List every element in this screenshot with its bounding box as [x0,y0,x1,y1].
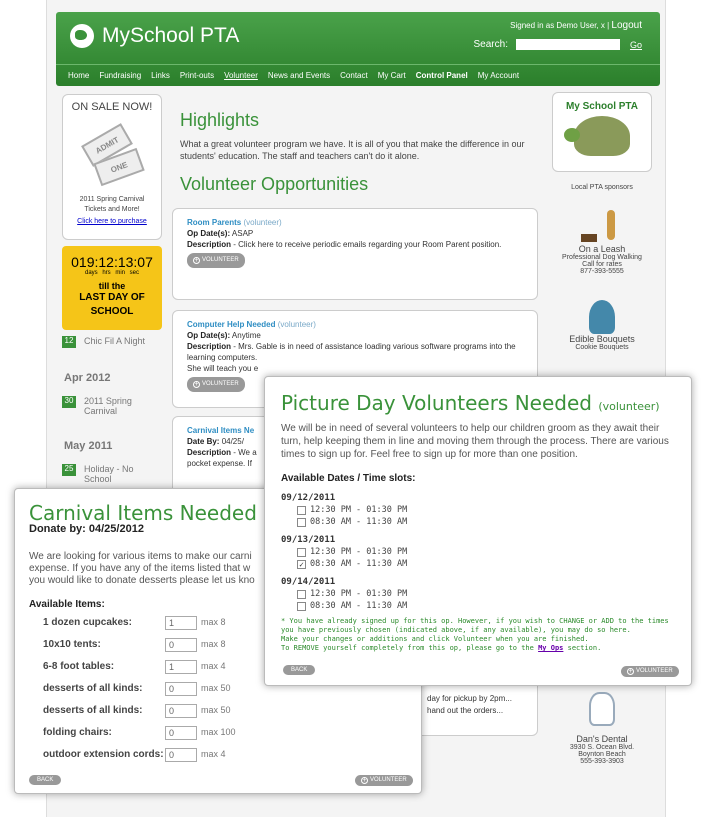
go-link[interactable]: Go [629,39,642,50]
time-slot[interactable]: 08:30 AM - 11:30 AM [297,517,407,527]
intro-text: What a great volunteer program we have. It is all of you that make the difference in our students' education. The staff and teachers can't do it alone. [180,139,525,161]
nav-contact[interactable]: Contact [340,71,368,80]
item-label: folding chairs: [43,727,112,738]
quantity-input[interactable]: 1 [165,660,197,674]
month-heading: Apr 2012 [64,372,111,384]
slot-date: 09/12/2011 [281,493,336,503]
turtle-icon [574,116,630,156]
countdown-timer: 019:12:13:07 [71,254,153,270]
item-label: desserts of all kinds: [43,683,143,694]
nav-cart[interactable]: My Cart [377,71,406,80]
quantity-input[interactable]: 0 [165,748,197,762]
item-label: 6-8 foot tables: [43,661,115,672]
main-nav [56,64,660,86]
slot-checkbox[interactable] [297,548,306,557]
opportunity-card: Computer Help Needed (volunteer) Op Date(s): Anytime Description - Mrs. Gable is in need of assistance loading various software programs into the learning computers. She will teach you e + VOLUNTEER [172,310,538,408]
pta-logo: My School PTA [552,92,652,172]
sponsor-edible-bouquets[interactable]: Edible Bouquets Cookie Bouquets [552,300,652,351]
bouquet-icon [589,300,615,334]
max-label: max 8 [201,639,226,649]
site-logo[interactable]: MySchool PTA [70,24,239,48]
volunteer-button[interactable]: + VOLUNTEER [355,775,413,786]
item-label: desserts of all kinds: [43,705,143,716]
back-button[interactable]: BACK [29,775,61,785]
dialog-title: Picture Day Volunteers Needed (volunteer) [281,391,660,415]
site-header [56,12,660,86]
volunteer-button[interactable]: + VOLUNTEER [187,253,245,268]
slot-checkbox-checked[interactable]: ✓ [297,560,306,569]
time-slot[interactable]: 08:30 AM - 11:30 AM [297,601,407,611]
slot-checkbox[interactable] [297,590,306,599]
slot-checkbox[interactable] [297,602,306,611]
quantity-input[interactable]: 0 [165,638,197,652]
slot-checkbox[interactable] [297,506,306,515]
search-input[interactable] [516,39,620,50]
opportunity-card: Carnival Items Ne Date By: 04/25/ Description - We a pocket expense. If day for pickup by 2pm... hand out the orders... [172,416,538,736]
time-slot[interactable]: 12:30 PM - 01:30 PM [297,547,407,557]
max-label: max 50 [201,705,231,715]
ticket-icon: ADMIT ONE [82,123,142,189]
dialog-description: We are looking for various items to make our carni expense. If you have any of the items listed that w you would like to donate desserts please let us kno [29,551,255,586]
purchase-link[interactable]: Click here to purchase [77,218,147,225]
nav-news[interactable]: News and Events [267,71,331,80]
sponsor-on-a-leash[interactable]: On a Leash Professional Dog Walking Call for rates 877-393-5555 [552,210,652,275]
carnival-items-dialog: Carnival Items Needed Donate by: 04/25/2012 We are looking for various items to make our carni expense. If you have any of the items listed that w you would like to donate desserts please let us kno Available Items: 1 dozen cupcakes: 1 max 8 10x10 tents: 0 max 8 6-8 foot tables: 1 max 4 desserts of all kinds: 0 max 50 desserts of all kinds: 0 max 50 folding chairs: 0 max 100 outdoor extension cords: 0 max 4 BACK + VOLUNTEER [14,488,422,794]
max-label: max 50 [201,683,231,693]
quantity-input[interactable]: 0 [165,682,197,696]
highlights-heading: Highlights [180,110,260,130]
volunteer-button[interactable]: + VOLUNTEER [621,666,679,677]
max-label: max 8 [201,617,226,627]
time-slot[interactable]: 12:30 PM - 01:30 PM [297,505,407,515]
max-label: max 100 [201,727,236,737]
event-item[interactable]: 12 Chic Fil A Night [62,336,162,348]
slot-date: 09/13/2011 [281,535,336,545]
signup-note: * You have already signed up for this op. However, if you wish to CHANGE or ADD to the times you have previously chosen (indicated above, if any available), you may do so here. Make your changes or additions and click Volunteer when you are finished. To REMOVE yourself completely from this op, please go to the My Ops section. [281,617,669,652]
globe-icon [70,24,94,48]
countdown-box: 019:12:13:07 days hrs min sec till the LAST DAY OF SCHOOL [62,246,162,330]
max-label: max 4 [201,661,226,671]
quantity-input[interactable]: 1 [165,616,197,630]
on-sale-heading: ON SALE NOW! [71,101,153,113]
opportunity-card: Room Parents (volunteer) Op Date(s): ASAP Description - Click here to receive periodic emails regarding your Room Parent position. + VOLUNTEER [172,208,538,300]
dialog-description: We will be in need of several volunteers to help our children groom as they await their turn, help keeping them in line and moving them through the process. There are various times to sign up for. Feel free to sign up for more than one position. [281,423,669,460]
on-sale-card: ON SALE NOW! ADMIT ONE 2011 Spring Carnival Tickets and More! Click here to purchase [62,94,162,240]
event-item[interactable]: 25 Holiday - No School [62,464,162,484]
month-heading: May 2011 [64,440,113,452]
picture-day-dialog: Picture Day Volunteers Needed (volunteer) We will be in need of several volunteers to help our children groom as they await their turn, help keeping them in line and moving them through the process. There are various times to sign up for. Feel free to sign up for more than one position. Available Dates / Time slots: 09/12/2011 12:30 PM - 01:30 PM 08:30 AM - 11:30 AM 09/13/2011 12:30 PM - 01:30 PM ✓ 08:30 AM - 11:30 AM 09/14/2011 12:30 PM - 01:30 PM 08:30 AM - 11:30 AM * You have already signed up for this op. However, if you wish to CHANGE or ADD to the times you have previously chosen (indicated above, if any available), you may do so here. Make your changes or additions and click Volunteer when you are finished. To REMOVE yourself completely from this op, please go to the My Ops section. BACK + VOLUNTEER [264,376,692,686]
dialog-title: Carnival Items Needed [29,501,257,525]
my-ops-link[interactable]: My Ops [538,644,564,652]
logout-link[interactable]: Logout [611,20,642,31]
quantity-input[interactable]: 0 [165,726,197,740]
item-label: 1 dozen cupcakes: [43,617,132,628]
nav-fundraising[interactable]: Fundraising [99,71,142,80]
max-label: max 4 [201,749,226,759]
slot-date: 09/14/2011 [281,577,336,587]
quantity-input[interactable]: 0 [165,704,197,718]
time-slot[interactable]: ✓ 08:30 AM - 11:30 AM [297,559,407,569]
back-button[interactable]: BACK [283,665,315,675]
time-slot[interactable]: 12:30 PM - 01:30 PM [297,589,407,599]
dog-walker-icon [577,210,627,244]
sponsors-label: Local PTA sponsors [571,184,633,191]
item-label: 10x10 tents: [43,639,101,650]
sponsor-dans-dental[interactable]: Dan's Dental 3930 S. Ocean Blvd. Boynton Beach 555-393-3903 [552,692,652,765]
event-item[interactable]: 30 2011 Spring Carnival [62,396,162,416]
search-bar: Search: Go [473,39,642,50]
nav-links[interactable]: Links [151,71,170,80]
volunteer-button[interactable]: + VOLUNTEER [187,377,245,392]
nav-my-account[interactable]: My Account [477,71,520,80]
nav-printouts[interactable]: Print-outs [179,71,215,80]
slot-checkbox[interactable] [297,518,306,527]
nav-home[interactable]: Home [68,71,90,80]
signed-in-status: Signed in as Demo User, x | Logout [510,20,642,31]
nav-volunteer[interactable]: Volunteer [224,71,258,80]
item-label: outdoor extension cords: [43,749,164,760]
tooth-icon [589,692,615,726]
opportunities-heading: Volunteer Opportunities [180,174,369,194]
donate-by: Donate by: 04/25/2012 [29,523,144,535]
nav-control-panel[interactable]: Control Panel [415,71,468,80]
